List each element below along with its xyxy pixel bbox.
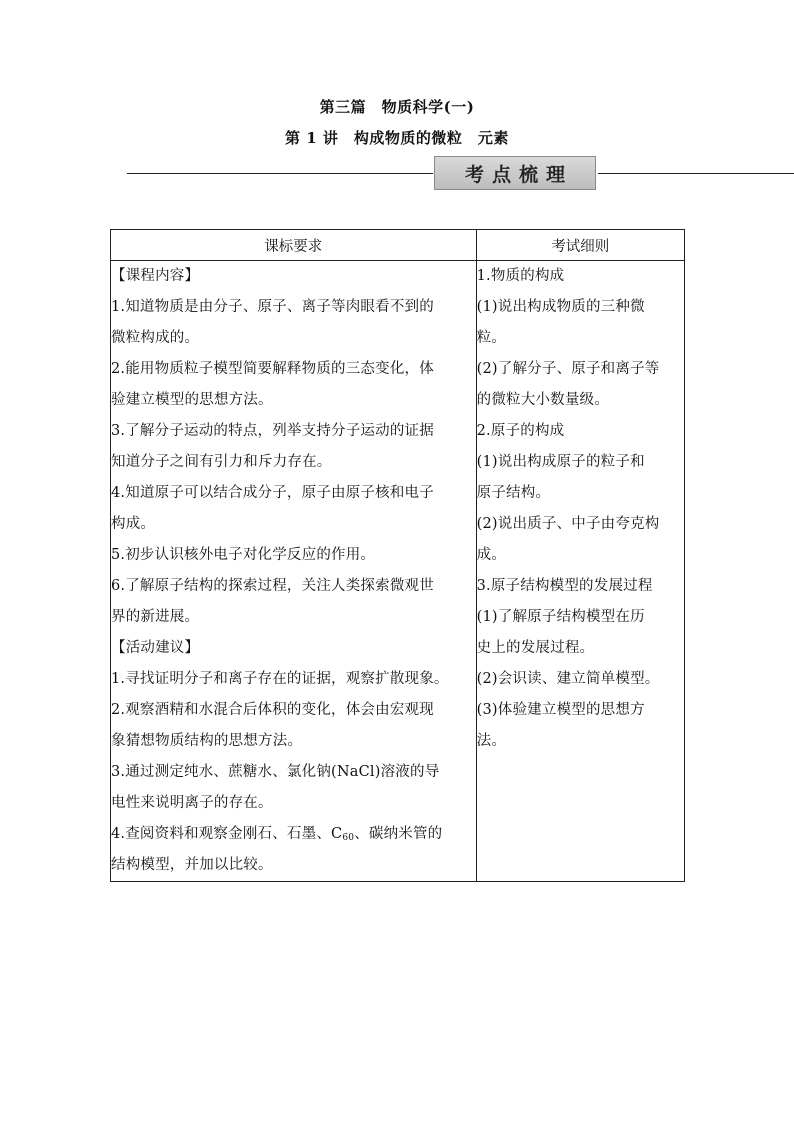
text-line: 【课程内容】 xyxy=(111,268,200,284)
text-line: 史上的发展过程。 xyxy=(476,640,595,656)
text-line: 3.了解分子运动的特点，列举支持分子运动的证据 xyxy=(111,423,434,439)
table-row xyxy=(111,261,685,882)
text-line: 构成。 xyxy=(111,516,156,532)
c60-suffix: 、碳纳米管的 xyxy=(354,826,443,842)
divider-left xyxy=(127,173,433,174)
lecture-title: 第 1 讲 构成物质的微粒 元素 xyxy=(285,129,509,147)
text-line: 5.初步认识核外电子对化学反应的作用。 xyxy=(111,547,376,563)
table-header-row xyxy=(111,230,685,261)
text-line: (2)了解分子、原子和离子等 xyxy=(476,361,660,377)
text-line: (3)体验建立模型的思想方 xyxy=(476,702,645,718)
text-line: (1)说出构成原子的粒子和 xyxy=(476,454,645,470)
text-line: 象猜想物质结构的思想方法。 xyxy=(111,733,303,749)
part-title: 第三篇 物质科学(一) xyxy=(319,98,475,116)
text-line: 的微粒大小数量级。 xyxy=(476,392,609,408)
text-line: 2.原子的构成 xyxy=(476,423,565,439)
text-line: 6.了解原子结构的探索过程，关注人类探索微观世 xyxy=(111,578,434,594)
text-line: 粒。 xyxy=(476,330,507,346)
text-line: 1.物质的构成 xyxy=(476,268,565,284)
text-line: 3.通过测定纯水、蔗糖水、氯化钠(NaCl)溶液的导 xyxy=(111,764,440,780)
requirements-table xyxy=(110,229,685,882)
text-line: 2.能用物质粒子模型简要解释物质的三态变化，体 xyxy=(111,361,434,377)
text-line: (2)会识读、建立简单模型。 xyxy=(476,671,660,687)
curriculum-cell xyxy=(111,261,477,882)
text-line: 结构模型，并加以比较。 xyxy=(111,857,273,873)
text-line: 成。 xyxy=(476,547,507,563)
text-line: 界的新进展。 xyxy=(111,609,200,625)
text-line: (2)说出质子、中子由夸克构 xyxy=(476,516,660,532)
section-banner: 考点梳理 xyxy=(434,156,596,190)
header-curriculum-requirements: 课标要求 xyxy=(111,230,477,261)
text-line: 验建立模型的思想方法。 xyxy=(111,392,273,408)
text-line: 【活动建议】 xyxy=(111,640,200,656)
text-line-c60 xyxy=(111,819,476,850)
exam-details-cell xyxy=(476,261,684,882)
text-line: (1)了解原子结构模型在历 xyxy=(476,609,645,625)
text-line: (1)说出构成物质的三种微 xyxy=(476,299,645,315)
text-line: 电性来说明离子的存在。 xyxy=(111,795,273,811)
header-exam-details: 考试细则 xyxy=(476,230,684,261)
divider-right xyxy=(598,173,794,174)
text-line: 1.寻找证明分子和离子存在的证据，观察扩散现象。 xyxy=(111,671,449,687)
text-line: 知道分子之间有引力和斥力存在。 xyxy=(111,454,332,470)
text-line: 3.原子结构模型的发展过程 xyxy=(476,578,653,594)
c60-prefix: 4.查阅资料和观察金刚石、石墨、C xyxy=(111,826,343,842)
text-line: 4.知道原子可以结合成分子，原子由原子核和电子 xyxy=(111,485,434,501)
c60-subscript: 60 xyxy=(342,833,355,843)
text-line: 2.观察酒精和水混合后体积的变化，体会由宏观现 xyxy=(111,702,434,718)
text-line: 1.知道物质是由分子、原子、离子等肉眼看不到的 xyxy=(111,299,434,315)
text-line: 微粒构成的。 xyxy=(111,330,200,346)
text-line: 原子结构。 xyxy=(476,485,551,501)
text-line: 法。 xyxy=(476,733,507,749)
